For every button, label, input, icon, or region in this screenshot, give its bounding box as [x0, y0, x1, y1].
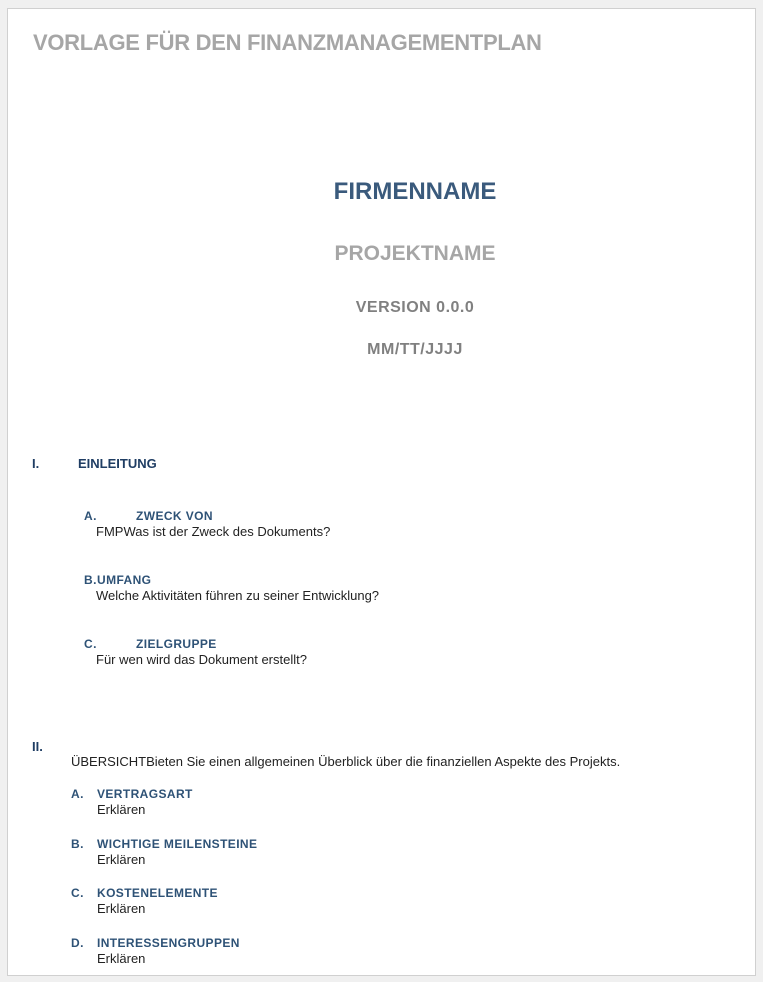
- section-1-title: EINLEITUNG: [78, 456, 157, 471]
- item-text: FMPWas ist der Zweck des Dokuments?: [96, 524, 331, 539]
- section-1-number: I.: [32, 456, 40, 471]
- item-title: INTERESSENGRUPPEN: [97, 936, 240, 950]
- item-text: Welche Aktivitäten führen zu seiner Entwicklung?: [96, 588, 380, 603]
- item-text: Erklären: [97, 951, 146, 966]
- item-text: Erklären: [97, 901, 146, 916]
- item-letter: B.: [71, 837, 84, 851]
- date: MM/TT/JJJJ: [367, 341, 463, 358]
- section-2-number: II.: [32, 739, 43, 754]
- item-letter: D.: [71, 936, 84, 950]
- item-letter: A.: [71, 787, 84, 801]
- item-letter: C.: [84, 637, 97, 651]
- company-name: FIRMENNAME: [333, 178, 497, 205]
- item-text: Erklären: [97, 852, 146, 867]
- item-title: ZWECK VON: [136, 509, 213, 523]
- item-title: KOSTENELEMENTE: [97, 886, 218, 900]
- section-2-intro: ÜBERSICHTBieten Sie einen allgemeinen Überblick über die finanziellen Aspekte des Projekts.: [71, 754, 621, 769]
- item-text: Für wen wird das Dokument erstellt?: [96, 652, 307, 667]
- item-letter: A.: [84, 509, 97, 523]
- item-title: ZIELGRUPPE: [136, 637, 217, 651]
- document-page: [7, 8, 756, 976]
- document-title: VORLAGE FÜR DEN FINANZMANAGEMENTPLAN: [33, 30, 542, 55]
- item-text: Erklären: [97, 802, 146, 817]
- item-letter: B.: [84, 573, 97, 587]
- item-title: WICHTIGE MEILENSTEINE: [97, 837, 258, 851]
- project-name: PROJEKTNAME: [334, 242, 496, 265]
- item-title: UMFANG: [97, 573, 152, 587]
- item-title: VERTRAGSART: [97, 787, 193, 801]
- item-letter: C.: [71, 886, 84, 900]
- version: VERSION 0.0.0: [355, 299, 475, 316]
